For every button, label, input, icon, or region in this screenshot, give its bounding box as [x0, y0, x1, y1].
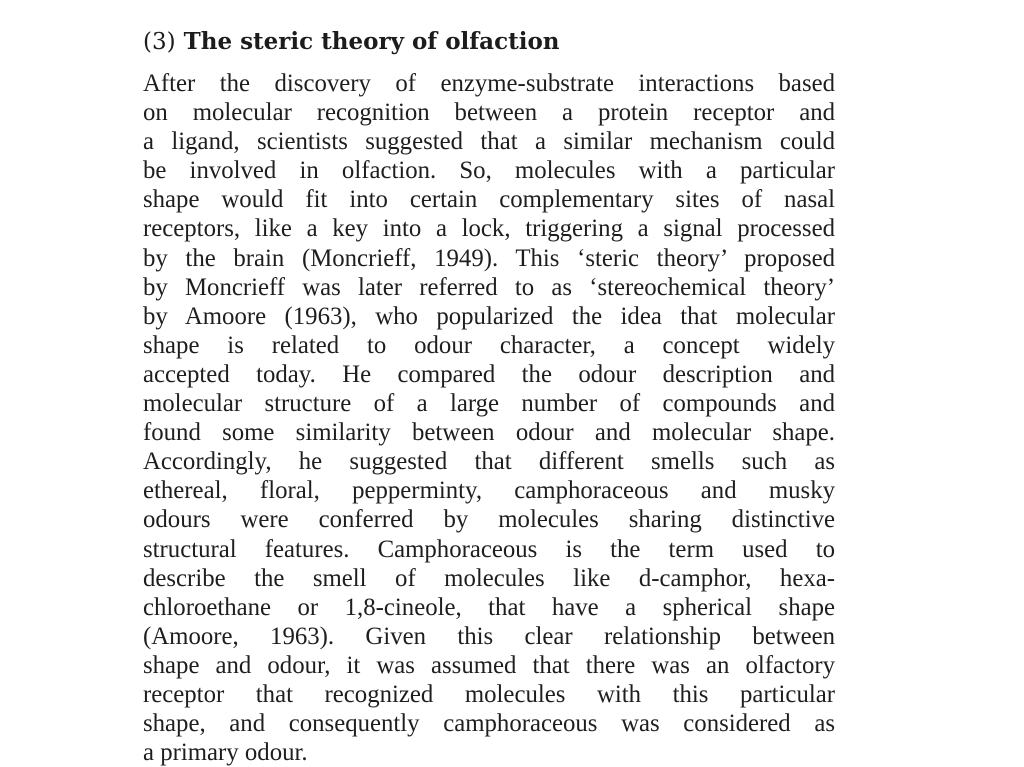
body-line: by the brain (Moncrieff, 1949). This ‘steric theory’ proposed [143, 244, 835, 272]
body-line: on molecular recognition between a protein receptor and [143, 99, 835, 127]
body-line: (Amoore, 1963). Given this clear relationship between [143, 622, 835, 650]
body-line: a primary odour. [143, 739, 308, 767]
section-body [143, 69, 835, 767]
body-line: be involved in olfaction. So, molecules with a particular [143, 157, 835, 185]
body-line: After the discovery of enzyme-substrate interactions based [143, 70, 835, 97]
body-line: shape is related to odour character, a concept widely [143, 331, 835, 359]
body-line: chloroethane or 1,8-cineole, that have a spherical shape [143, 593, 835, 621]
body-line: ethereal, floral, pepperminty, camphoraceous and musky [143, 477, 835, 505]
body-line: shape and odour, it was assumed that there was an olfactory [143, 651, 835, 679]
body-line: a ligand, scientists suggested that a similar mechanism could [143, 128, 835, 156]
section-title: The steric theory of olfaction [183, 28, 560, 55]
body-line: molecular structure of a large number of compounds and [143, 390, 835, 418]
body-line: receptor that recognized molecules with this particular [143, 680, 835, 708]
body-line: odours were conferred by molecules sharing distinctive [143, 506, 835, 534]
body-line: shape, and consequently camphoraceous was considered as [143, 710, 835, 738]
body-line: shape would fit into certain complementary sites of nasal [143, 186, 835, 214]
body-line: accepted today. He compared the odour description and [143, 360, 835, 388]
body-line: found some similarity between odour and molecular shape. [143, 419, 835, 447]
body-line: by Amoore (1963), who popularized the idea that molecular [143, 302, 835, 330]
body-line: describe the smell of molecules like d-camphor, hexa- [143, 564, 835, 592]
section-heading [143, 24, 560, 60]
body-line: Accordingly, he suggested that different smells such as [143, 448, 835, 476]
body-line: structural features. Camphoraceous is the term used to [143, 535, 835, 563]
section-number: (3) [143, 29, 176, 55]
body-line: by Moncrieff was later referred to as ‘stereochemical theory’ [143, 273, 835, 301]
body-line: receptors, like a key into a lock, triggering a signal processed [143, 215, 835, 243]
